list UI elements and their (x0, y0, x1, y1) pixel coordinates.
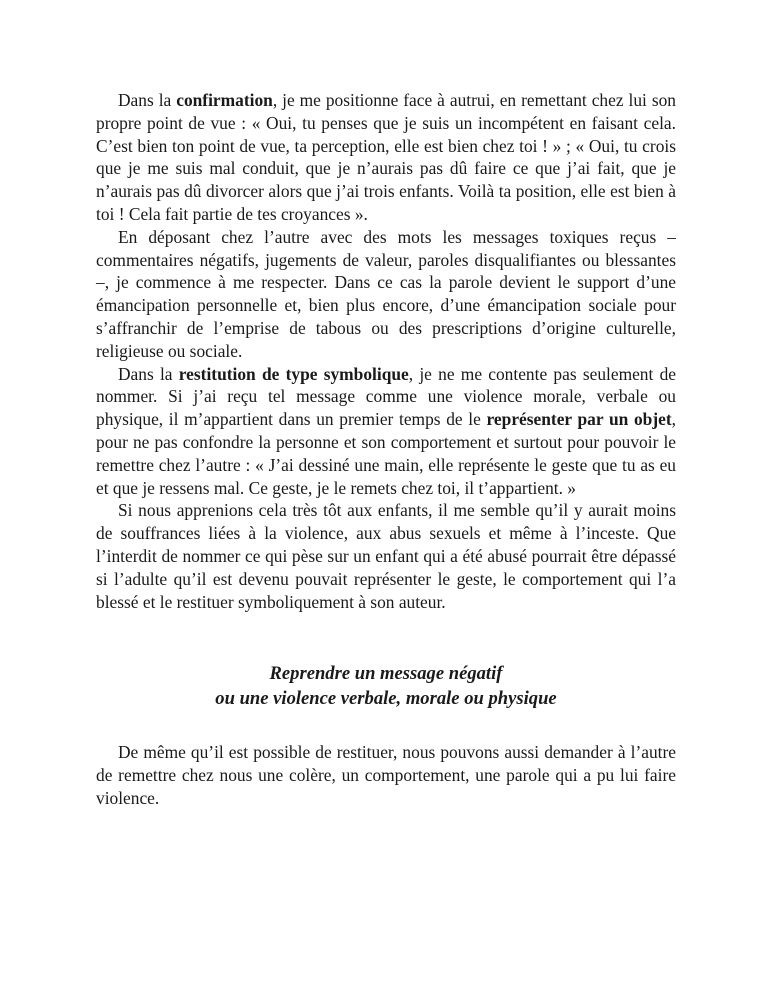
paragraph-deposit (96, 226, 676, 363)
bold-term-represent: représenter par un objet (486, 409, 672, 430)
text-run: , je me positionne face à autrui, en remettant chez lui son propre point de vue : « Oui, tu penses que je suis un incompétent en faisant cela. C’est bien ton point de vue, ta perception, elle est bien chez toi ! » ; « Oui, tu crois que je me suis mal conduit, que je n’aurais pas dû faire ce que j’ai fait, que je n’aurais pas dû divorcer alors que j’ai trois enfants. Voilà ta position, elle est bien à toi ! Cela fait partie de tes croyances ». (96, 90, 676, 224)
section-heading-line-1: Reprendre un message négatif (269, 663, 503, 685)
paragraph-restitution (96, 363, 676, 500)
paragraph-take-back (96, 741, 676, 809)
text-run: Dans la (118, 90, 177, 110)
text-run: En déposant chez l’autre avec des mots les messages toxiques reçus – commentaires négatifs, jugements de valeur, paroles disqualifiantes ou blessantes –, je commence à me respecter. Dans ce cas la parole devient le support d’une émancipation personnelle et, bien plus encore, d’une émancipation sociale pour s’affranchir de l’emprise de tabous ou des prescriptions d’origine culturelle, religieuse ou sociale. (96, 226, 676, 361)
text-run: De même qu’il est possible de restituer, nous pouvons aussi demander à l’autre de remettre chez nous une colère, un comportement, une parole qui a pu lui faire violence. (96, 742, 676, 808)
section-heading-line-2: ou une violence verbale, morale ou physique (215, 688, 557, 710)
document-page (96, 89, 676, 810)
bold-term-confirmation: confirmation (176, 90, 273, 110)
section-heading (96, 661, 676, 711)
paragraph-children (96, 499, 676, 613)
text-run: Dans la (118, 363, 179, 384)
text-run: , pour ne pas confondre la personne et son comportement et surtout pour pouvoir le remettre chez l’autre : « J’ai dessiné une main, elle représente le geste que tu as eu et que je ressens mal. Ce geste, je le remets chez toi, il t’appartient. » (96, 409, 676, 498)
text-run: Si nous apprenions cela très tôt aux enfants, il me semble qu’il y aurait moins de souffrances liées à la violence, aux abus sexuels et même à l’inceste. Que l’interdit de nommer ce qui pèse sur un enfant qui a été abusé pourrait être dépassé si l’adulte qu’il est devenu pouvait représenter le geste, le comportement qui l’a blessé et le restituer symboliquement à son auteur. (96, 500, 676, 612)
bold-term-restitution: restitution de type symbolique (178, 363, 409, 384)
text-run: , je ne me contente pas seulement de nommer. Si j’ai reçu tel message comme une violence morale, verbale ou physique, il m’appartient dans un premier temps de le (96, 363, 676, 430)
paragraph-confirmation (96, 89, 676, 226)
